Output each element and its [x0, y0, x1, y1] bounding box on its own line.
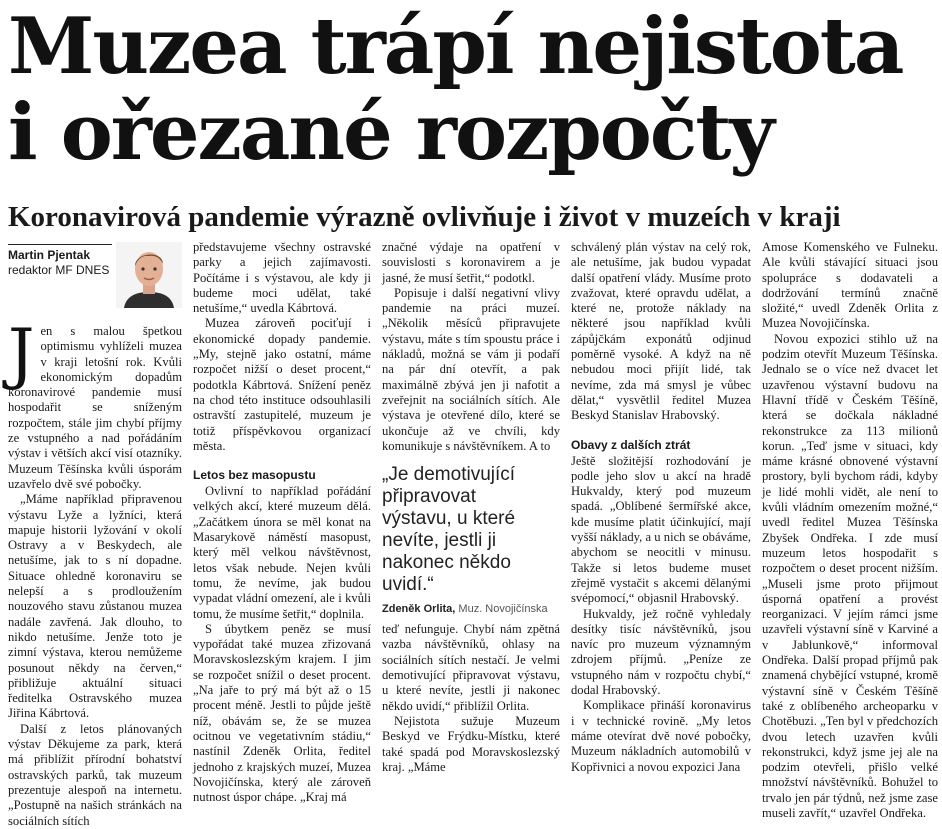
article-column-3: [382, 240, 560, 774]
pull-quote-text: „Je demotivující připravovat výstavu, u které nevíte, jestli ji nakonec někdo uvidí.“: [382, 464, 516, 596]
intro-paragraph: en s malou špetkou optimismu vyhlíželi muzea v kraji letošní rok. Kvůli ekonomickým dopadům koronavirové pandemie musí hospodařit se sníženým rozpočtem, stále jim chybí příjmy ze vstupného a nad pořádáním výstav i větších akcí visí otazníky. Muzeum Těšínska kvůli úsporám uzavřelo dvě své pobočky.: [8, 324, 182, 491]
article-column-4: [571, 240, 751, 774]
author-byline: [8, 244, 112, 278]
body-paragraph: Amose Komenského ve Fulneku. Ale kvůli stávající situaci jsou spolupráce s dodavateli a dodržování termínů značně složité,“ uvedl Zdeněk Orlita z Muzea Novojičínska.: [762, 240, 938, 331]
headline-line-1: Muzea trápí nejistota: [8, 1, 903, 92]
body-paragraph: Komplikace přináší koronavirus i v technické rovině. „My letos máme otevírat dvě nové pobočky, Muzeum nákladních automobilů v Kopřivnici a novou expozici Jana: [571, 698, 751, 774]
body-paragraph: Nejistota sužuje Muzeum Beskyd ve Frýdku-Místku, které také spadá pod Moravskoslezský kraj. „Máme: [382, 713, 560, 774]
body-paragraph: S úbytkem peněz se musí vypořádat také muzea zřizovaná Moravskoslezským krajem. I jim se rozpočet snížil o deset procent. „Na jaře to prý má být až o 15 procent méně. Jestli to půjde ještě níž, obávám se, že se muzea ocitnou ve vegetativním stádiu,“ nastínil Zdeněk Orlita, ředitel jednoho z krajských muzeí, Muzea Novojičínska, který ale zároveň nutnost úspor chápe. „Kraj má: [193, 621, 371, 805]
pull-quote-name: Zdeněk Orlita,: [382, 603, 456, 616]
body-paragraph: značné výdaje na opatření v souvislosti s koronavirem a je jasné, že musí šetřit,“ podotkl.: [382, 240, 560, 285]
body-paragraph: Hukvaldy, jež ročně vyhledaly desítky tisíc návštěvníků, jsou navíc pro muzeum významným zdrojem příjmů. „Peníze ze vstupného nám v rozpočtu chybí,“ dodal Hrabovský.: [571, 606, 751, 698]
body-paragraph: Ovlivní to například pořádání velkých akcí, které muzeum dělá. „Začátkem února se měl konat na Masarykově náměstí masopust, který měl velkou návštěvnost, letos však nebude. Nejen kvůli tomu, že nevíme, jak budou vypadat vládní omezení, ale i kvůli tomu, že musíme šetřit,“ doplnila.: [193, 484, 371, 621]
section-subtitle: Obavy z dalších ztrát: [571, 437, 691, 452]
section-subtitle: Letos bez masopustu: [193, 468, 316, 483]
body-paragraph: Popisuje i další negativní vlivy pandemie na práci muzeí. „Několik měsíců připravujete výstavu, máte s tím spoustu práce i nákladů, možná se vám ji podaří na pár dní otevřít, a pak maximálně zbývá jen ji nafotit a zveřejnit na sociálních sítích. Ale výstava je otevřené dílo, které se ukončuje až ve chvíli, kdy komunikuje s návštěvníkem. A to: [382, 285, 560, 453]
article-column-2: [193, 240, 371, 805]
headline-line-2: i ořezané rozpočty: [8, 87, 773, 178]
pull-quote-attribution: [382, 602, 550, 616]
author-portrait-icon: [116, 242, 182, 308]
body-paragraph: Další z letos plánovaných výstav Děkujeme za park, která má přiblížit přírodní bohatství ostravských parků, tak muzeum prezentuje alespoň na internetu. „Postupně na našich stránkách na sociálních sítích: [8, 721, 182, 828]
author-role: redaktor MF DNES: [8, 263, 110, 277]
pull-quote-org: Muz. Novojičínska: [455, 603, 548, 616]
body-paragraph: teď nefunguje. Chybí nám zpětná vazba návštěvníků, ohlasy na sociálních sítích nestačí. Je velmi demotivující připravovat výstavu, u které nevíte, jestli ji nakonec někdo uvidí,“ přiblížil Orlita.: [382, 622, 560, 713]
pull-quote: [382, 464, 560, 616]
article-column-5: [762, 240, 938, 820]
article-headline: [8, 1, 938, 178]
body-paragraph: Novou expozici stihlo už na podzim otevřít Muzeum Těšínska. Jednalo se o více než dvacet let uzavřenou výstavní budovu na Hlavní třídě v Českém Těšíně, která se dočkala nákladné rekonstrukce za 113 milionů korun. „Teď jsme v situaci, kdy máme krásné obnovené výstavní prostory, byli bychom rádi, kdyby je lidé mohli vidět, ale není to kvůli vládním omezením možné,“ uvedl ředitel Muzea Těšínska Zbyšek Ondřeka. I zde musí muzeum letos hospodařit s rozpočtem o deset procent nižším. „Museli jsme proto přijmout úsporná opatření a provést reorganizaci. V jejím rámci jsme uzavřeli výstavní síně v Karviné a v Jablunkově,“ informoval Ondřeka. Další propad příjmů pak znamená chybějící vstupné, kromě výstavní síně v Českém Těšíně také z oblíbeného archeoparku v Chotěbuzi. „Ten byl v předchozích dvou letech uzavřen kvůli rekonstrukci, když jsme jej ale na podzim otevřeli, přišlo velké množství návštěvníků. Bohužel to trvalo jen pár týdnů, než jsme zase museli zavřít,“ uzavřel Ondřeka.: [762, 331, 938, 820]
body-paragraph: „Máme například připravenou výstavu Lyže a lyžníci, která mapuje historii lyžování v okolí Ostravy a v Beskydech, ale netušíme, jak to s ní dopadne. Situace ohledně koronaviru se nelepší a s prodloužením nouzového stavu zůstanou muzea nadále zavřená. Jak dlouho, to nikdo netušíme. Jenže toto je zimní výstava, kterou nemůžeme posunout někdy na červen,“ přibližuje aktuální situaci ředitelka Ostravského muzea Jiřina Kábrtová.: [8, 492, 182, 721]
drop-cap: J: [8, 315, 35, 392]
body-paragraph: představujeme všechny ostravské parky a jejich zajímavosti. Počítáme i s výstavou, ale kdy ji budeme moci udělat, také netušíme,“ uvedla Kábrtová.: [193, 240, 371, 316]
body-paragraph: schválený plán výstav na celý rok, ale netušíme, jak budou vypadat další opatření vlády. Musíme proto zvažovat, které opravdu udělat, a které ne, protože náklady na některé jsou například kvůli zápůjčkám exponátů odjinud poměrně vysoké. A když na ně nebudou moci přijít lidé, tak nevíme, zda má smysl je vůbec dělat,“ vysvětlil ředitel Muzea Beskyd Stanislav Hrabovský.: [571, 240, 751, 423]
author-name: Martin Pjentak: [8, 248, 91, 262]
intro-paragraph-wrap: [8, 315, 182, 492]
body-paragraph: Muzea zároveň pociťují i ekonomické dopady pandemie. „My, stejně jako ostatní, máme rozpočet nižší o deset procent,“ podotkla Kábrtová. Snížení peněz na chod této instituce odsouhlasili ostravští zastupitelé, muzeum je totiž příspěvkovou organizací města.: [193, 316, 371, 453]
article-column-1: [8, 240, 182, 828]
author-box: [8, 240, 182, 310]
article-subheadline: Koronavirová pandemie výrazně ovlivňuje i život v muzeích v kraji: [8, 201, 841, 233]
body-paragraph: Ještě složitější rozhodování je podle jeho slov u akcí na hradě Hukvaldy, který pod muzeum spadá. „Oblíbené šermířské akce, kde musíme platit účinkující, mají vyšší náklady, a u nich se obáváme, abychom se neocitli v minusu. Takže si letos budeme muset zřejmě vystačit s akcemi dělanými svépomocí,“ objasnil Hrabovský.: [571, 453, 751, 606]
